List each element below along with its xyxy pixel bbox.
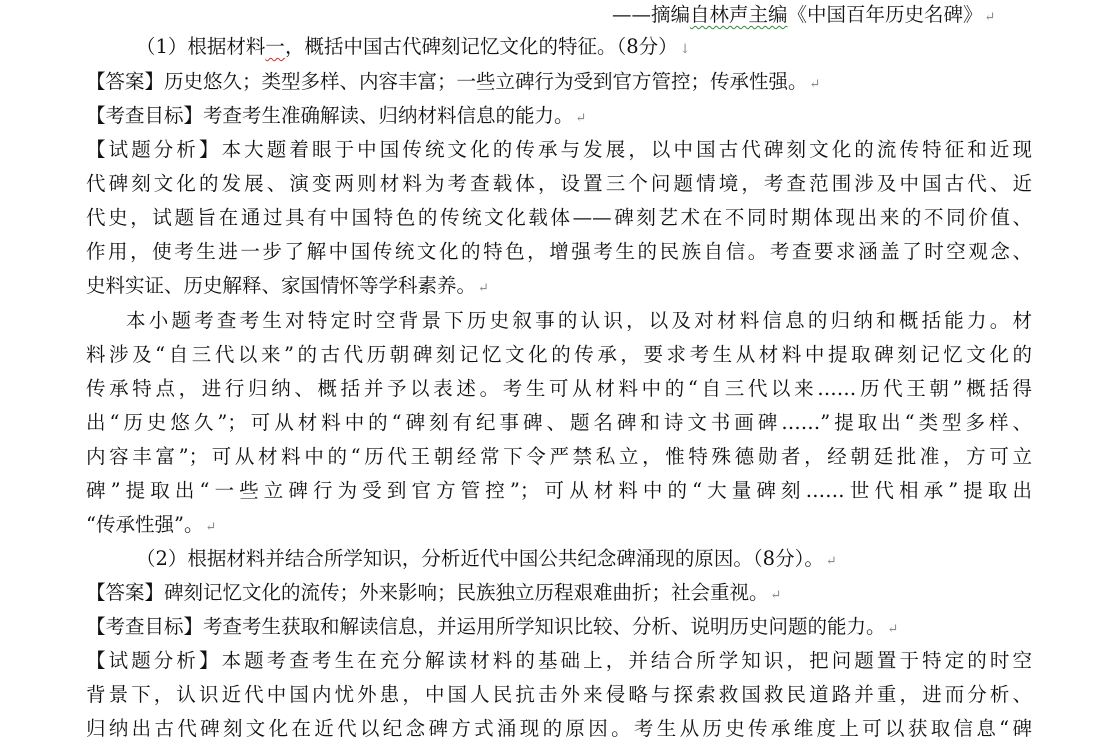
paragraph-mark-icon: ↵ <box>575 111 587 126</box>
paragraph-mark-icon: ↵ <box>887 622 899 637</box>
q1-answer: 【答案】历史悠久；类型多样、内容丰富；一些立碑行为受到官方管控；传承性强。 ↵ <box>86 70 821 93</box>
q1-prompt: （1）根据材料一，概括中国古代碑刻记忆文化的特征。（8分） ↓ <box>136 35 691 58</box>
paragraph-mark-icon: ↵ <box>478 281 489 296</box>
q1-detail-line: 本小题考查考生对特定时空背景下历史叙事的认识，以及对材料信息的归纳和概括能力。材 <box>126 309 1032 332</box>
q1-analysis-line: 史料实证、历史解释、家国情怀等学科素养。 ↵ <box>86 274 489 297</box>
paragraph-mark-icon: ↵ <box>770 588 782 603</box>
paragraph-mark-icon: ↵ <box>809 77 821 92</box>
paragraph-mark-icon: ↵ <box>825 554 837 569</box>
q1-detail-line: 料涉及“自三代以来”的古代历朝碑刻记忆文化的传承，要求考生从材料中提取碑刻记忆文化的 <box>86 343 1032 366</box>
paragraph-mark-icon: ↵ <box>205 520 217 535</box>
q1-detail-line: 碑”提取出“一些立碑行为受到官方管控”；可从材料中的“大量碑刻……世代相承”提取出 <box>86 479 1032 502</box>
q1-analysis-line: 【试题分析】本大题着眼于中国传统文化的传承与发展，以中国古代碑刻文化的流传特征和近现 <box>86 138 1032 161</box>
source-title: 《中国百年历史名碑》 <box>787 3 983 26</box>
q1-detail-line: “传承性强”。 ↵ <box>86 513 217 536</box>
q2-analysis-line: 归纳出古代碑刻文化在近代以纪念碑方式涌现的原因。考生从历史传承维度上可以获取信息“碑 <box>86 717 1032 740</box>
q1-detail-line: 传承特点，进行归纳、概括并予以表述。考生可从材料中的“自三代以来……历代王朝”概括得 <box>86 377 1032 400</box>
line-break-icon: ↓ <box>679 42 691 57</box>
q1-detail-line: 出“历史悠久”；可从材料中的“碑刻有纪事碑、题名碑和诗文书画碑……”提取出“类型多样、 <box>86 411 1032 434</box>
q2-answer: 【答案】碑刻记忆文化的流传；外来影响；民族独立历程艰难曲折；社会重视。 ↵ <box>86 581 782 604</box>
q2-analysis-line: 背景下，认识近代中国内忧外患，中国人民抗击外来侵略与探索救国救民道路并重，进而分析、 <box>86 683 1032 706</box>
q1-detail-line: 内容丰富”；可从材料中的“历代王朝经常下令严禁私立，惟特殊德勋者，经朝廷批准，方可立 <box>86 445 1032 468</box>
q1-analysis-line: 作用，使考生进一步了解中国传统文化的特色，增强考生的民族自信。考查要求涵盖了时空观念、 <box>86 240 1032 263</box>
q1-analysis-line: 代碑刻文化的发展、演变两则材料为考查载体，设置三个问题情境，考查范围涉及中国古代、近 <box>86 172 1032 195</box>
source-prefix: ——摘编 <box>612 3 691 26</box>
q1-prompt-mark: 一 <box>265 35 285 58</box>
source-editor: 自林声主编 <box>690 3 788 26</box>
paragraph-mark-icon: ↵ <box>984 10 996 25</box>
q2-goal: 【考查目标】考查考生获取和解读信息，并运用所学知识比较、分析、说明历史问题的能力。 ↵ <box>86 615 899 638</box>
q1-analysis-line: 代史，试题旨在通过具有中国特色的传统文化载体——碑刻艺术在不同时期体现出来的不同价值、 <box>86 206 1032 229</box>
q2-prompt: （2）根据材料并结合所学知识，分析近代中国公共纪念碑涌现的原因。（8分）。 ↵ <box>136 547 837 570</box>
q2-analysis-line: 【试题分析】本题考查考生在充分解读材料的基础上，并结合所学知识，把问题置于特定的时空 <box>86 649 1032 672</box>
q1-goal: 【考查目标】考查考生准确解读、归纳材料信息的能力。 ↵ <box>86 104 587 127</box>
